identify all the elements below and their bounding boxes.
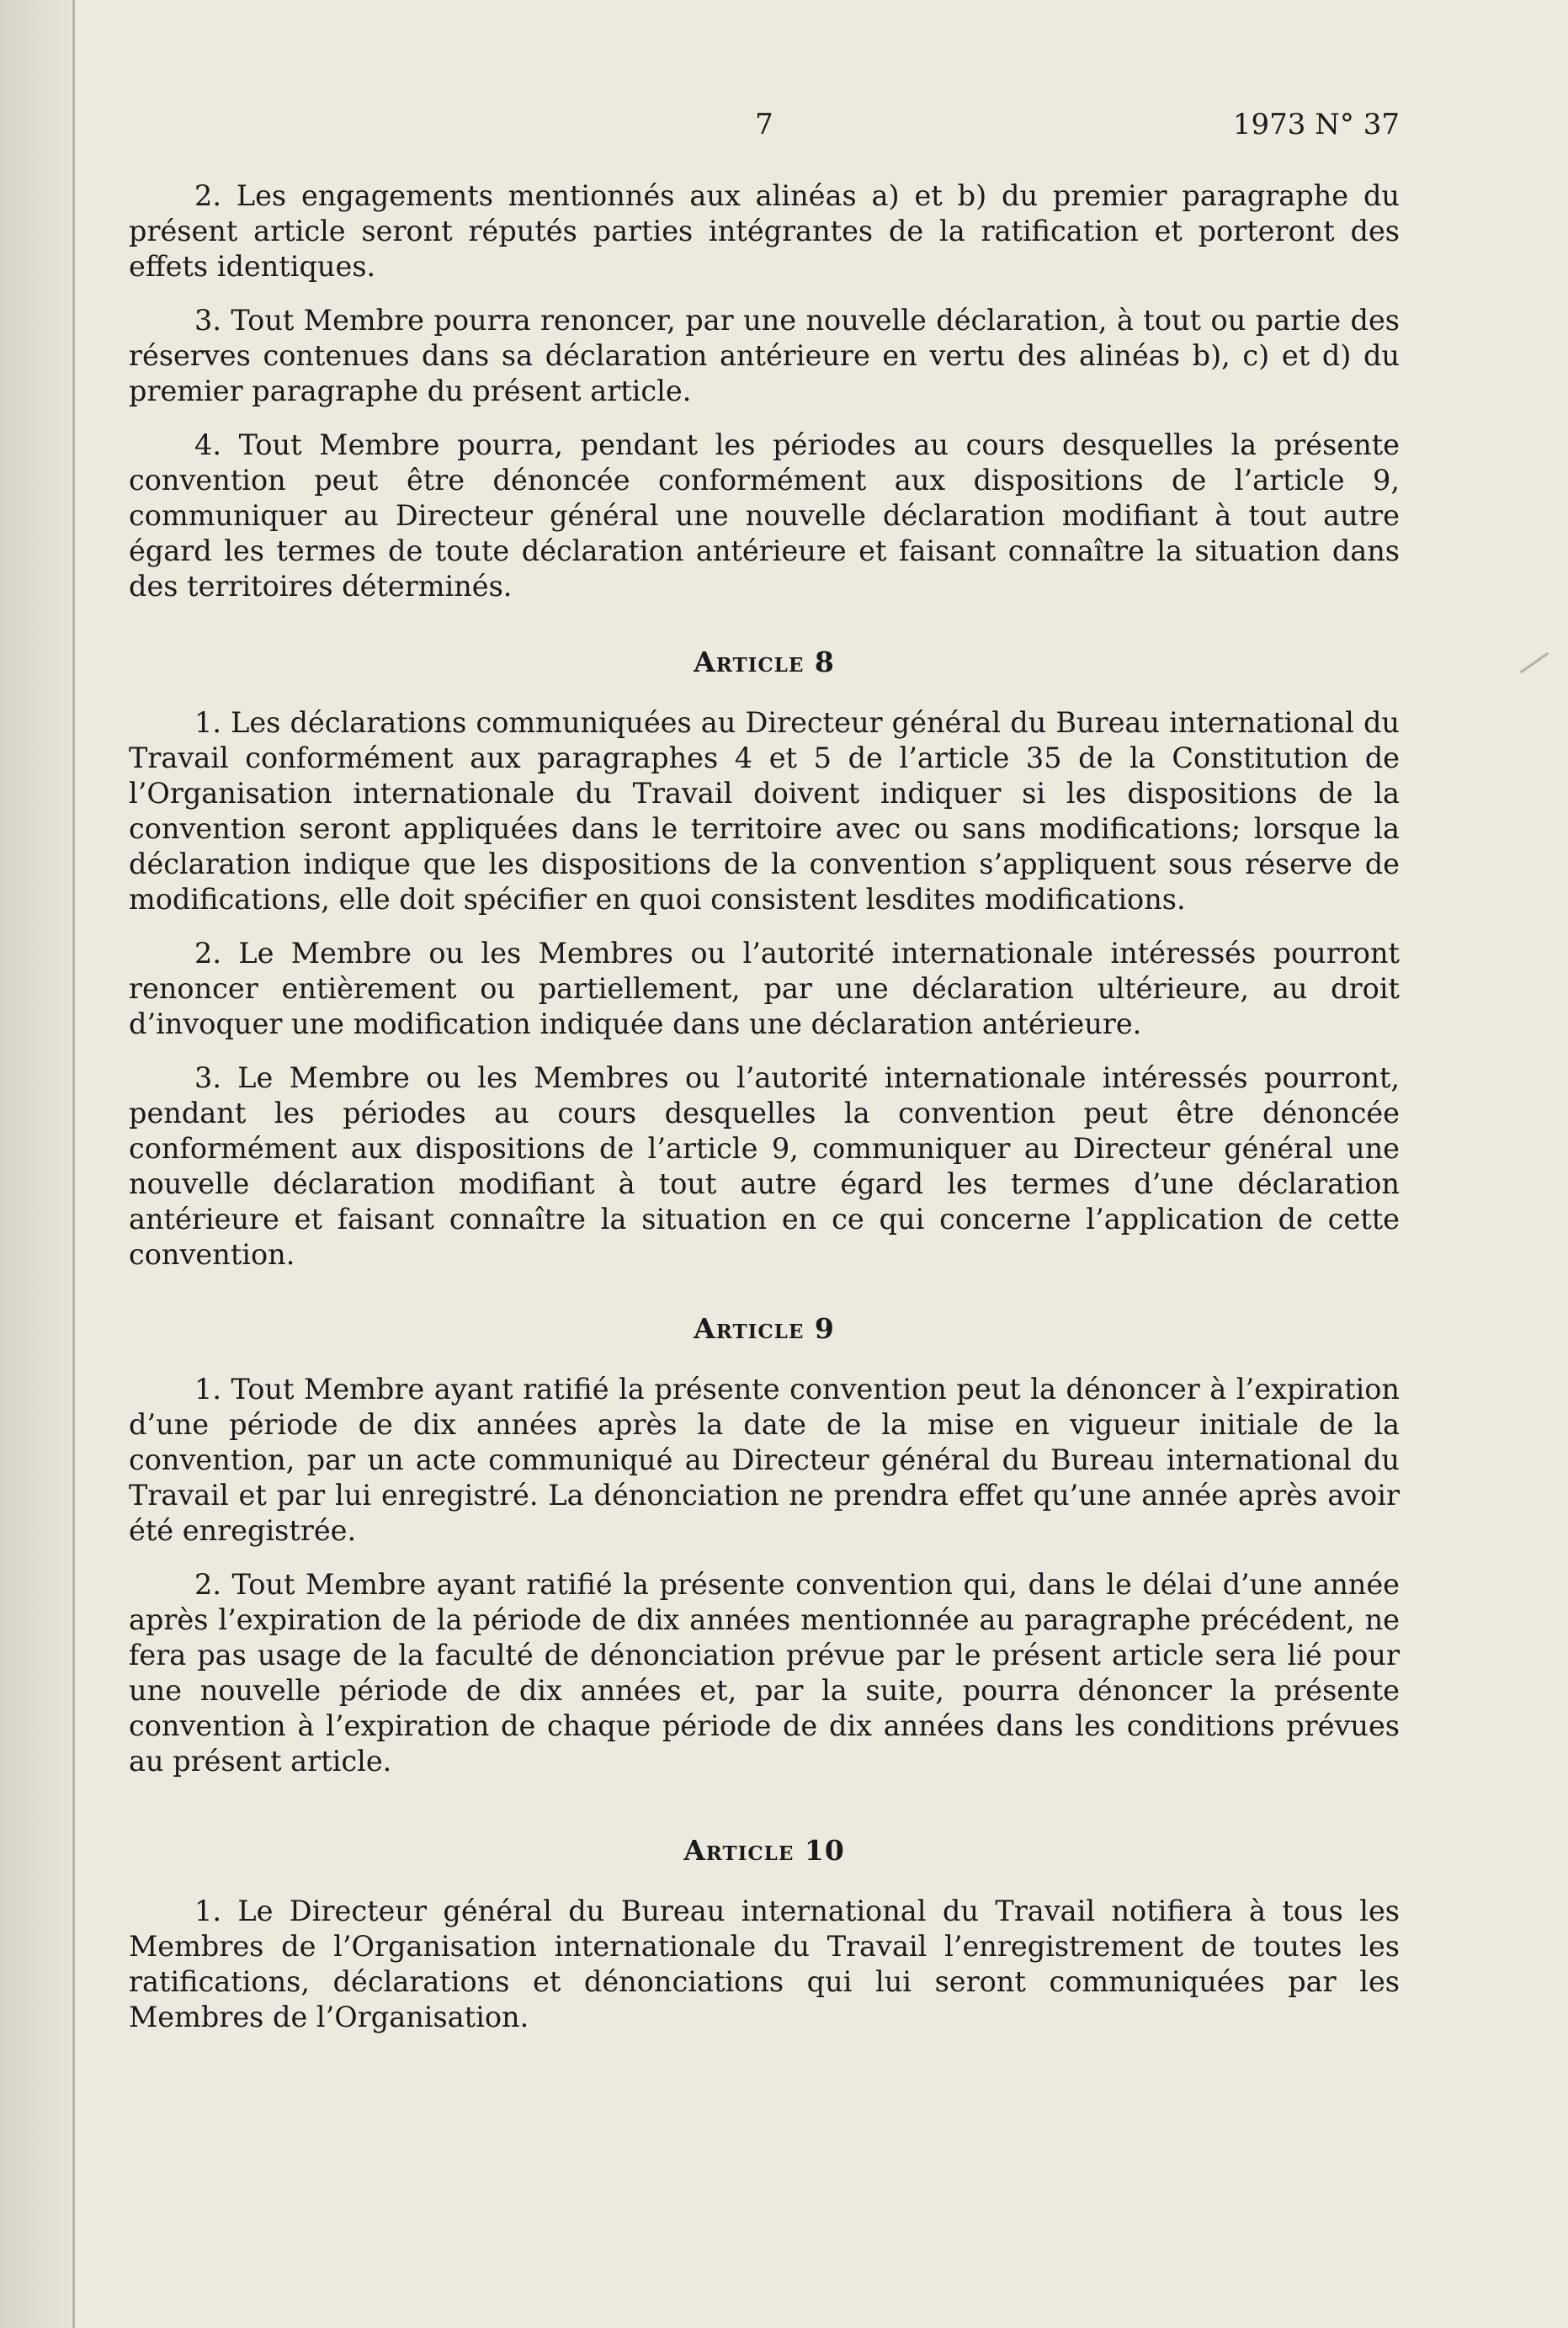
article-7-paragraph-4: 4. Tout Membre pourra, pendant les périodes au cours desquelles la présente convention peut être dénoncée conformément aux dispositions de l’article 9, communiquer au Directeur général une nouvelle déclaration modifiant à tout autre égard les termes de toute déclaration antérieure et faisant connaître la situation dans des territoires déterminés. xyxy=(129,428,1400,603)
article-7-paragraph-3: 3. Tout Membre pourra renoncer, par une nouvelle déclaration, à tout ou partie des réserves contenues dans sa déclaration antérieure en vertu des alinéas b), c) et d) du premier paragraphe du présent article. xyxy=(129,304,1400,407)
article-9-paragraph-1: 1. Tout Membre ayant ratifié la présente convention peut la dénoncer à l’expiration d’une période de dix années après la date de la mise en vigueur initiale de la convention, par un acte communiqué au Directeur général du Bureau international du Travail et par lui enregistré. La dénonciation ne prendra effet qu’une année après avoir été enregistrée. xyxy=(129,1373,1400,1547)
article-9-paragraph-2: 2. Tout Membre ayant ratifié la présente convention qui, dans le délai d’une année après l’expiration de la période de dix années mentionnée au paragraphe précédent, ne fera pas usage de la faculté de dénonciation prévue par le présent article sera lié pour une nouvelle période de dix années et, par la suite, pourra dénoncer la présente convention à l’expiration de chaque période de dix années dans les conditions prévues au présent article. xyxy=(129,1568,1400,1778)
article-8 xyxy=(129,645,1400,1273)
article-10 xyxy=(129,1833,1400,2035)
article-10-paragraph-1: 1. Le Directeur général du Bureau international du Travail notifiera à tous les Membres de l’Organisation internationale du Travail l’enregistrement de toutes les ratifications, déclarations et dénonciations qui lui seront communiquées par les Membres de l’Organisation. xyxy=(129,1895,1400,2033)
binding-edge xyxy=(72,0,75,2328)
document-body xyxy=(129,178,1400,2054)
article-8-heading: Article 8 xyxy=(694,646,835,678)
article-9 xyxy=(129,1311,1400,1779)
article-7-continued xyxy=(129,178,1400,604)
binding-shadow xyxy=(0,0,72,2328)
issue-reference: 1973 N° 37 xyxy=(1232,108,1400,141)
article-10-heading: Article 10 xyxy=(683,1834,845,1867)
stray-pen-mark xyxy=(1520,652,1549,673)
page-number: 7 xyxy=(755,108,773,141)
article-7-paragraph-2: 2. Les engagements mentionnés aux alinéas a) et b) du premier paragraphe du présent article seront réputés parties intégrantes de la ratification et porteront des effets identiques. xyxy=(129,179,1400,283)
page-header xyxy=(129,108,1400,148)
article-9-heading: Article 9 xyxy=(694,1312,835,1345)
article-8-paragraph-1: 1. Les déclarations communiquées au Directeur général du Bureau international du Travail conformément aux paragraphes 4 et 5 de l’article 35 de la Constitution de l’Organisation internationale du Travail doivent indiquer si les dispositions de la convention seront appliquées dans le territoire avec ou sans modifications; lorsque la déclaration indique que les dispositions de la convention s’appliquent sous réserve de modifications, elle doit spécifier en quoi consistent lesdites modifications. xyxy=(129,706,1400,916)
article-8-paragraph-2: 2. Le Membre ou les Membres ou l’autorité internationale intéressés pourront renoncer entièrement ou partiellement, par une déclaration ultérieure, au droit d’invoquer une modification indiquée dans une déclaration antérieure. xyxy=(129,937,1400,1040)
article-8-paragraph-3: 3. Le Membre ou les Membres ou l’autorité internationale intéressés pourront, pendant les périodes au cours desquelles la convention peut être dénoncée conformément aux dispositions de l’article 9, communiquer au Directeur général une nouvelle déclaration modifiant à tout autre égard les termes d’une déclaration antérieure et faisant connaître la situation en ce qui concerne l’application de cette convention. xyxy=(129,1061,1400,1271)
